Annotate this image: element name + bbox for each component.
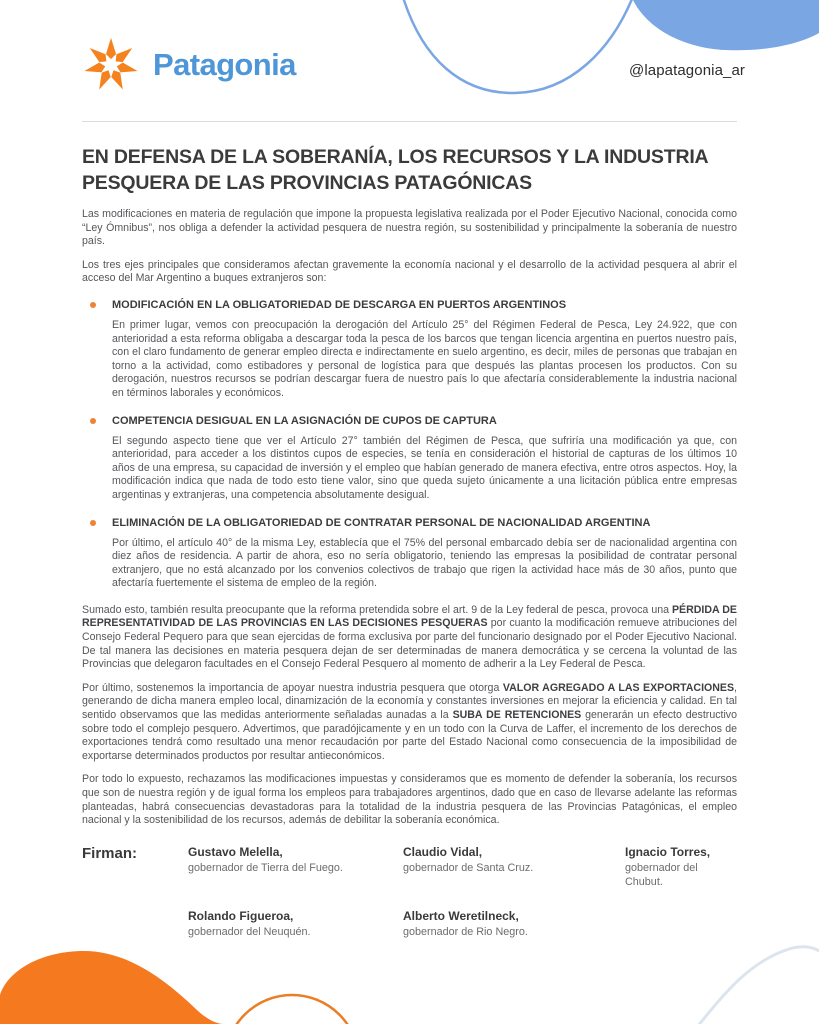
bullet-section-2 <box>82 414 737 503</box>
bullet-body-1: En primer lugar, vemos con preocupación la derogación del Artículo 25° del Régimen Federal de Pesca, Ley 24.922, que con anterioridad a esta reforma obligaba a descargar toda la pesca de los barcos que tengan licencia argentina en puertos nuestro país, con el claro fundamento de generar empleo directa e indirectamente en suelo argentino, es decir, miles de personas que trabajan en torno a la actividad, como estibadores y personal de logística para que después las plantas procesen los productos. Con su derogación, nuestros recursos se podrían descargar fuera de nuestro país lo que afectaría considerablemente la industria nacional en términos laborales y económicos. <box>112 318 737 399</box>
bullet-dot-icon <box>90 418 96 424</box>
page-title: EN DEFENSA DE LA SOBERANÍA, LOS RECURSOS Y LA INDUSTRIA PESQUERA DE LAS PROVINCIAS PATAGÓNICAS <box>82 146 708 194</box>
document-body <box>82 144 737 939</box>
header <box>0 0 819 94</box>
bullet-heading-3: ELIMINACIÓN DE LA OBLIGATORIEDAD DE CONTRATAR PERSONAL DE NACIONALIDAD ARGENTINA <box>112 516 651 529</box>
bullet-dot-icon <box>90 302 96 308</box>
bullet-body-2: El segundo aspecto tiene que ver el Artículo 27° también del Régimen de Pesca, que sufriría una modificación ya que, con anterioridad, para acceder a los distintos cupos de especies, se tenía en consideración el historial de capturas de los últimos 10 años de una empresa, su capacidad de inversión y el empleo que habían generado de manera efectiva, entre otros aspectos. Hoy, la modificación indica que nada de todo esto tiene valor, sino que queda sujeto únicamente a una licitación pública entre empresas argentinas y extranjeras, una competencia absolutamente desigual. <box>112 434 737 501</box>
signer-role: gobernador del Neuquén. <box>188 925 311 938</box>
signer-figueroa <box>188 909 403 939</box>
bullet-heading-row <box>82 298 737 312</box>
signer-name: Ignacio Torres, <box>625 844 711 859</box>
signer-weretilneck <box>403 909 625 939</box>
bullet-heading-row <box>82 516 737 530</box>
signer-name: Claudio Vidal, <box>403 844 483 859</box>
bullet-heading-2: COMPETENCIA DESIGUAL EN LA ASIGNACIÓN DE CUPOS DE CAPTURA <box>112 414 497 427</box>
bullet-body-3: Por último, el artículo 40° de la misma Ley, establecía que el 75% del personal embarcado debía ser de nacionalidad argentina con diez años de residencia. A partir de ahora, eso no sería obligatorio, teniendo las empresas la posibilidad de contratar personal extranjero, que no está alcanzado por los convenios colectivos de trabajo que rigen la actividad hace más de 30 años, punto que afectaría fuertemente el sistema de empleo de la región. <box>112 536 737 590</box>
closing-paragraph-3: Por todo lo expuesto, rechazamos las modificaciones impuestas y consideramos que es momento de defender la soberanía, los recursos que son de nuestra región y de igual forma los empleos para trabajadores argentinos, dado que en caso de llevarse adelante las reformas planteadas, habrá consecuencias devastadoras para la totalidad de la industria pesquera de las Provincias Patagónicas, el empleo nacional y la sostenibilidad de los recursos, además de debilitar la soberanía económica. <box>82 773 737 827</box>
intro-paragraph-1: Las modificaciones en materia de regulación que impone la propuesta legislativa realizada por el Poder Ejecutivo Nacional, conocida como “Ley Ómnibus”, nos obliga a defender la actividad pesquera de nuestra región, su sostenibilidad y principalmente la soberanía de nuestro país. <box>82 208 737 248</box>
signer-role: gobernador de Rio Negro. <box>403 925 528 938</box>
brand-name: Patagonia <box>153 47 296 82</box>
firman-label: Firman: <box>82 844 138 862</box>
signer-name: Gustavo Melella, <box>188 844 283 859</box>
signer-role: gobernador de Santa Cruz. <box>403 861 534 874</box>
signer-vidal <box>403 845 625 889</box>
signer-torres <box>625 845 737 889</box>
signer-role: gobernador del Chubut. <box>625 861 698 888</box>
signer-melella <box>188 845 403 889</box>
bullet-heading-1: MODIFICACIÓN EN LA OBLIGATORIEDAD DE DESCARGA EN PUERTOS ARGENTINOS <box>112 298 567 311</box>
signer-role: gobernador de Tierra del Fuego. <box>188 861 343 874</box>
closing-paragraph-2: Por último, sostenemos la importancia de apoyar nuestra industria pesquera que otorga VALOR AGREGADO A LAS EXPORTACIONES, generando de dicha manera empleo local, dinamización de la economía y constantes inversiones en mejorar la eficiencia y calidad. En tal sentido observamos que las medidas anteriormente señaladas aunadas a la SUBA DE RETENCIONES generarán un efecto destructivo sobre todo el complejo pesquero. Advertimos, que paradójicamente y en un todo con la Curva de Laffer, el incremento de los derechos de exportaciones tendrá como resultado una menor recaudación por parte del Estado Nacional como consecuencia de la imposibilidad de exportarse determinados productos por resultar antieconómicos. <box>82 681 737 762</box>
signer-name: Rolando Figueroa, <box>188 908 294 923</box>
intro-paragraph-2: Los tres ejes principales que consideramos afectan gravemente la economía nacional y el desarrollo de la actividad pesquera al abrir el acceso del Mar Argentino a buques extranjeros son: <box>82 258 737 285</box>
signer-name: Alberto Weretilneck, <box>403 908 519 923</box>
bullet-section-3 <box>82 516 737 591</box>
bullet-heading-row <box>82 414 737 428</box>
patagonia-star-icon <box>82 36 140 94</box>
closing-paragraph-1: Sumado esto, también resulta preocupante que la reforma pretendida sobre el art. 9 de la Ley federal de pesca, provoca una PÉRDIDA DE REPRESENTATIVIDAD DE LAS PROVINCIAS EN LAS DECISIONES PESQUERAS por cuanto la modificación remueve atribuciones del Consejo Federal Pequero para que sean ejercidas de forma exclusiva por parte del funcionario designado por el Poder Ejecutivo Nacional. De tal manera las decisiones en materia pesquera dejan de ser determinadas de manera democrática y se cercena la voluntad de las Provincias que delegaron facultades en el Consejo Federal Pesquero al momento de adherir a la Ley Federal de Pesca. <box>82 603 738 671</box>
social-handle: @lapatagonia_ar <box>629 62 745 79</box>
header-divider <box>82 121 737 122</box>
signers-grid <box>188 845 737 939</box>
bullet-dot-icon <box>90 520 96 526</box>
signatures-section <box>82 845 737 939</box>
bullet-section-1 <box>82 298 737 401</box>
